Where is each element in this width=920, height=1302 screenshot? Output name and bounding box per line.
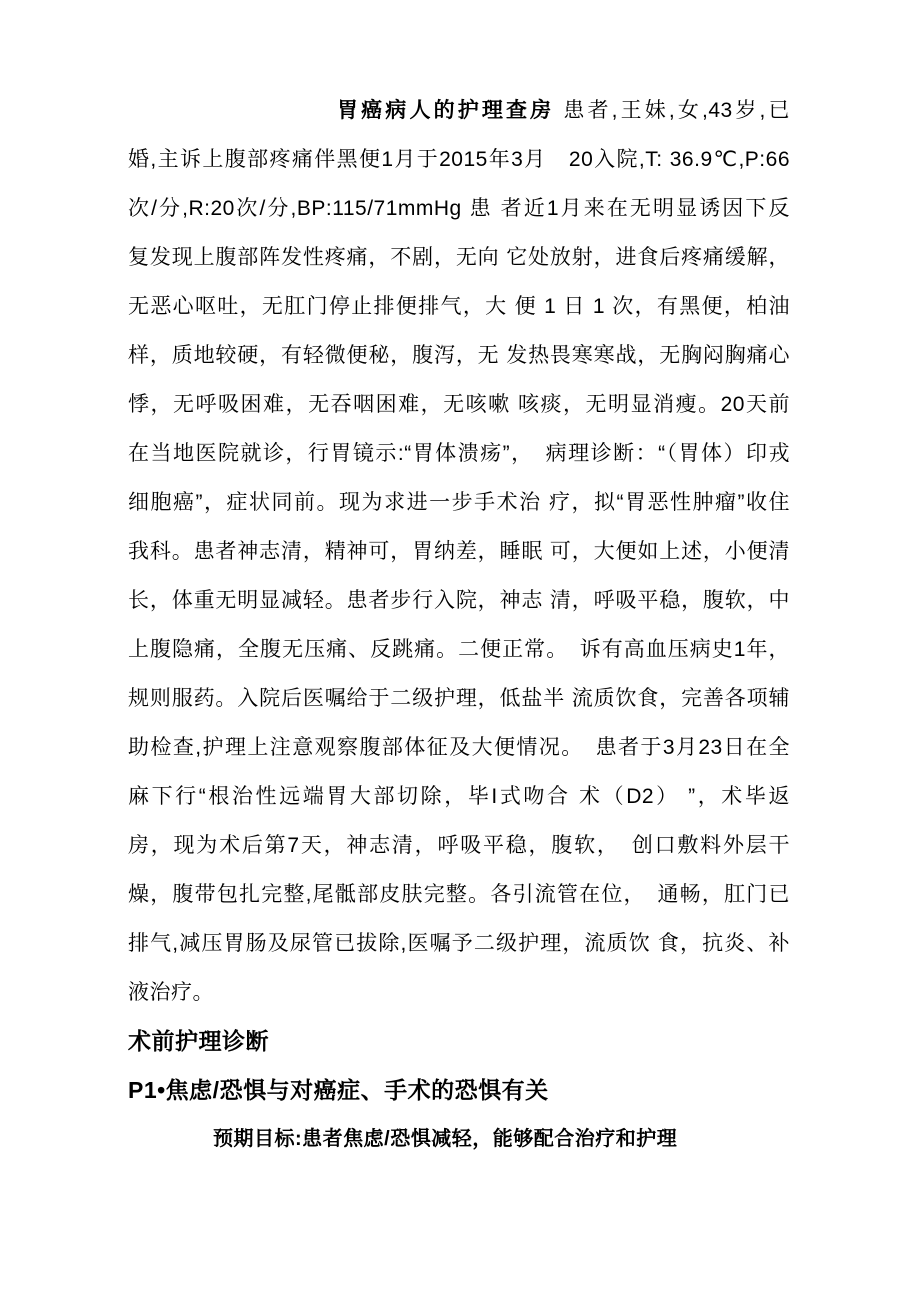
body-line: 悸，无呼吸困难，无吞咽困难，无咳嗽 咳痰，无明显消瘦。20天前 [128, 393, 790, 416]
body-line: 婚,主诉上腹部疼痛伴黑便1月于2015年3月 20入院,T: 36.9℃,P:66 [128, 148, 790, 171]
body-line: 复发现上腹部阵发性疼痛，不剧，无向 它处放射，进食后疼痛缓解， [128, 246, 790, 269]
body-line: 助检查,护理上注意观察腹部体征及大便情况。 患者于3月23日在全 [128, 736, 790, 759]
body-line: 我科。患者神志清，精神可，胃纳差，睡眠 可，大便如上述，小便清 [128, 540, 790, 563]
care-report-textblock [128, 86, 790, 1164]
body-line: 规则服药。入院后医嘱给于二级护理，低盐半 流质饮食，完善各项辅 [128, 687, 790, 710]
patient-intro-text: 患者,王妹,女,43岁,已 [554, 99, 790, 122]
body-line: 液治疗。 [128, 981, 214, 1004]
body-line: 上腹隐痛，全腹无压痛、反跳痛。二便正常。 诉有高血压病史1年， [128, 638, 790, 661]
body-line: 在当地医院就诊，行胃镜示:“胃体溃疡”， 病理诊断：“（胃体）印戎 [128, 442, 790, 465]
expected-goal-text: 预期目标:患者焦虑/恐惧减轻，能够配合治疗和护理 [213, 1128, 678, 1150]
body-line: 样，质地较硬，有轻微便秘，腹泻，无 发热畏寒寒战，无胸闷胸痛心 [128, 344, 790, 367]
body-line: 排气,减压胃肠及尿管已拔除,医嘱予二级护理，流质饮 食，抗炎、补 [128, 932, 790, 955]
body-line: 长，体重无明显减轻。患者步行入院，神志 清，呼吸平稳，腹软，中 [128, 589, 790, 612]
document-title: 胃癌病人的护理查房 [337, 99, 555, 122]
body-line: 房，现为术后第7天，神志清，呼吸平稳，腹软， 创口敷料外层干 [128, 834, 790, 857]
body-line: 细胞癌”，症状同前。现为求进一步手术治 疗，拟“胃恶性肿瘤”收住 [128, 491, 790, 514]
preop-section-heading: 术前护理诊断 [128, 1028, 269, 1054]
title-line [128, 86, 790, 135]
body-line: 燥，腹带包扎完整,尾骶部皮肤完整。各引流管在位， 通畅，肛门已 [128, 883, 790, 906]
body-line: 麻下行“根治性远端胃大部切除，毕I式吻合 术（D2） ”，术毕返 [128, 785, 790, 808]
body-line: 次/分,R:20次/分,BP:115/71mmHg 患 者近1月来在无明显诱因下反 [128, 197, 790, 220]
diagnosis-p1-heading: P1•焦虑/恐惧与对癌症、手术的恐惧有关 [128, 1077, 549, 1103]
body-line: 无恶心呕吐，无肛门停止排便排气，大 便 1 日 1 次，有黑便，柏油 [128, 295, 790, 318]
